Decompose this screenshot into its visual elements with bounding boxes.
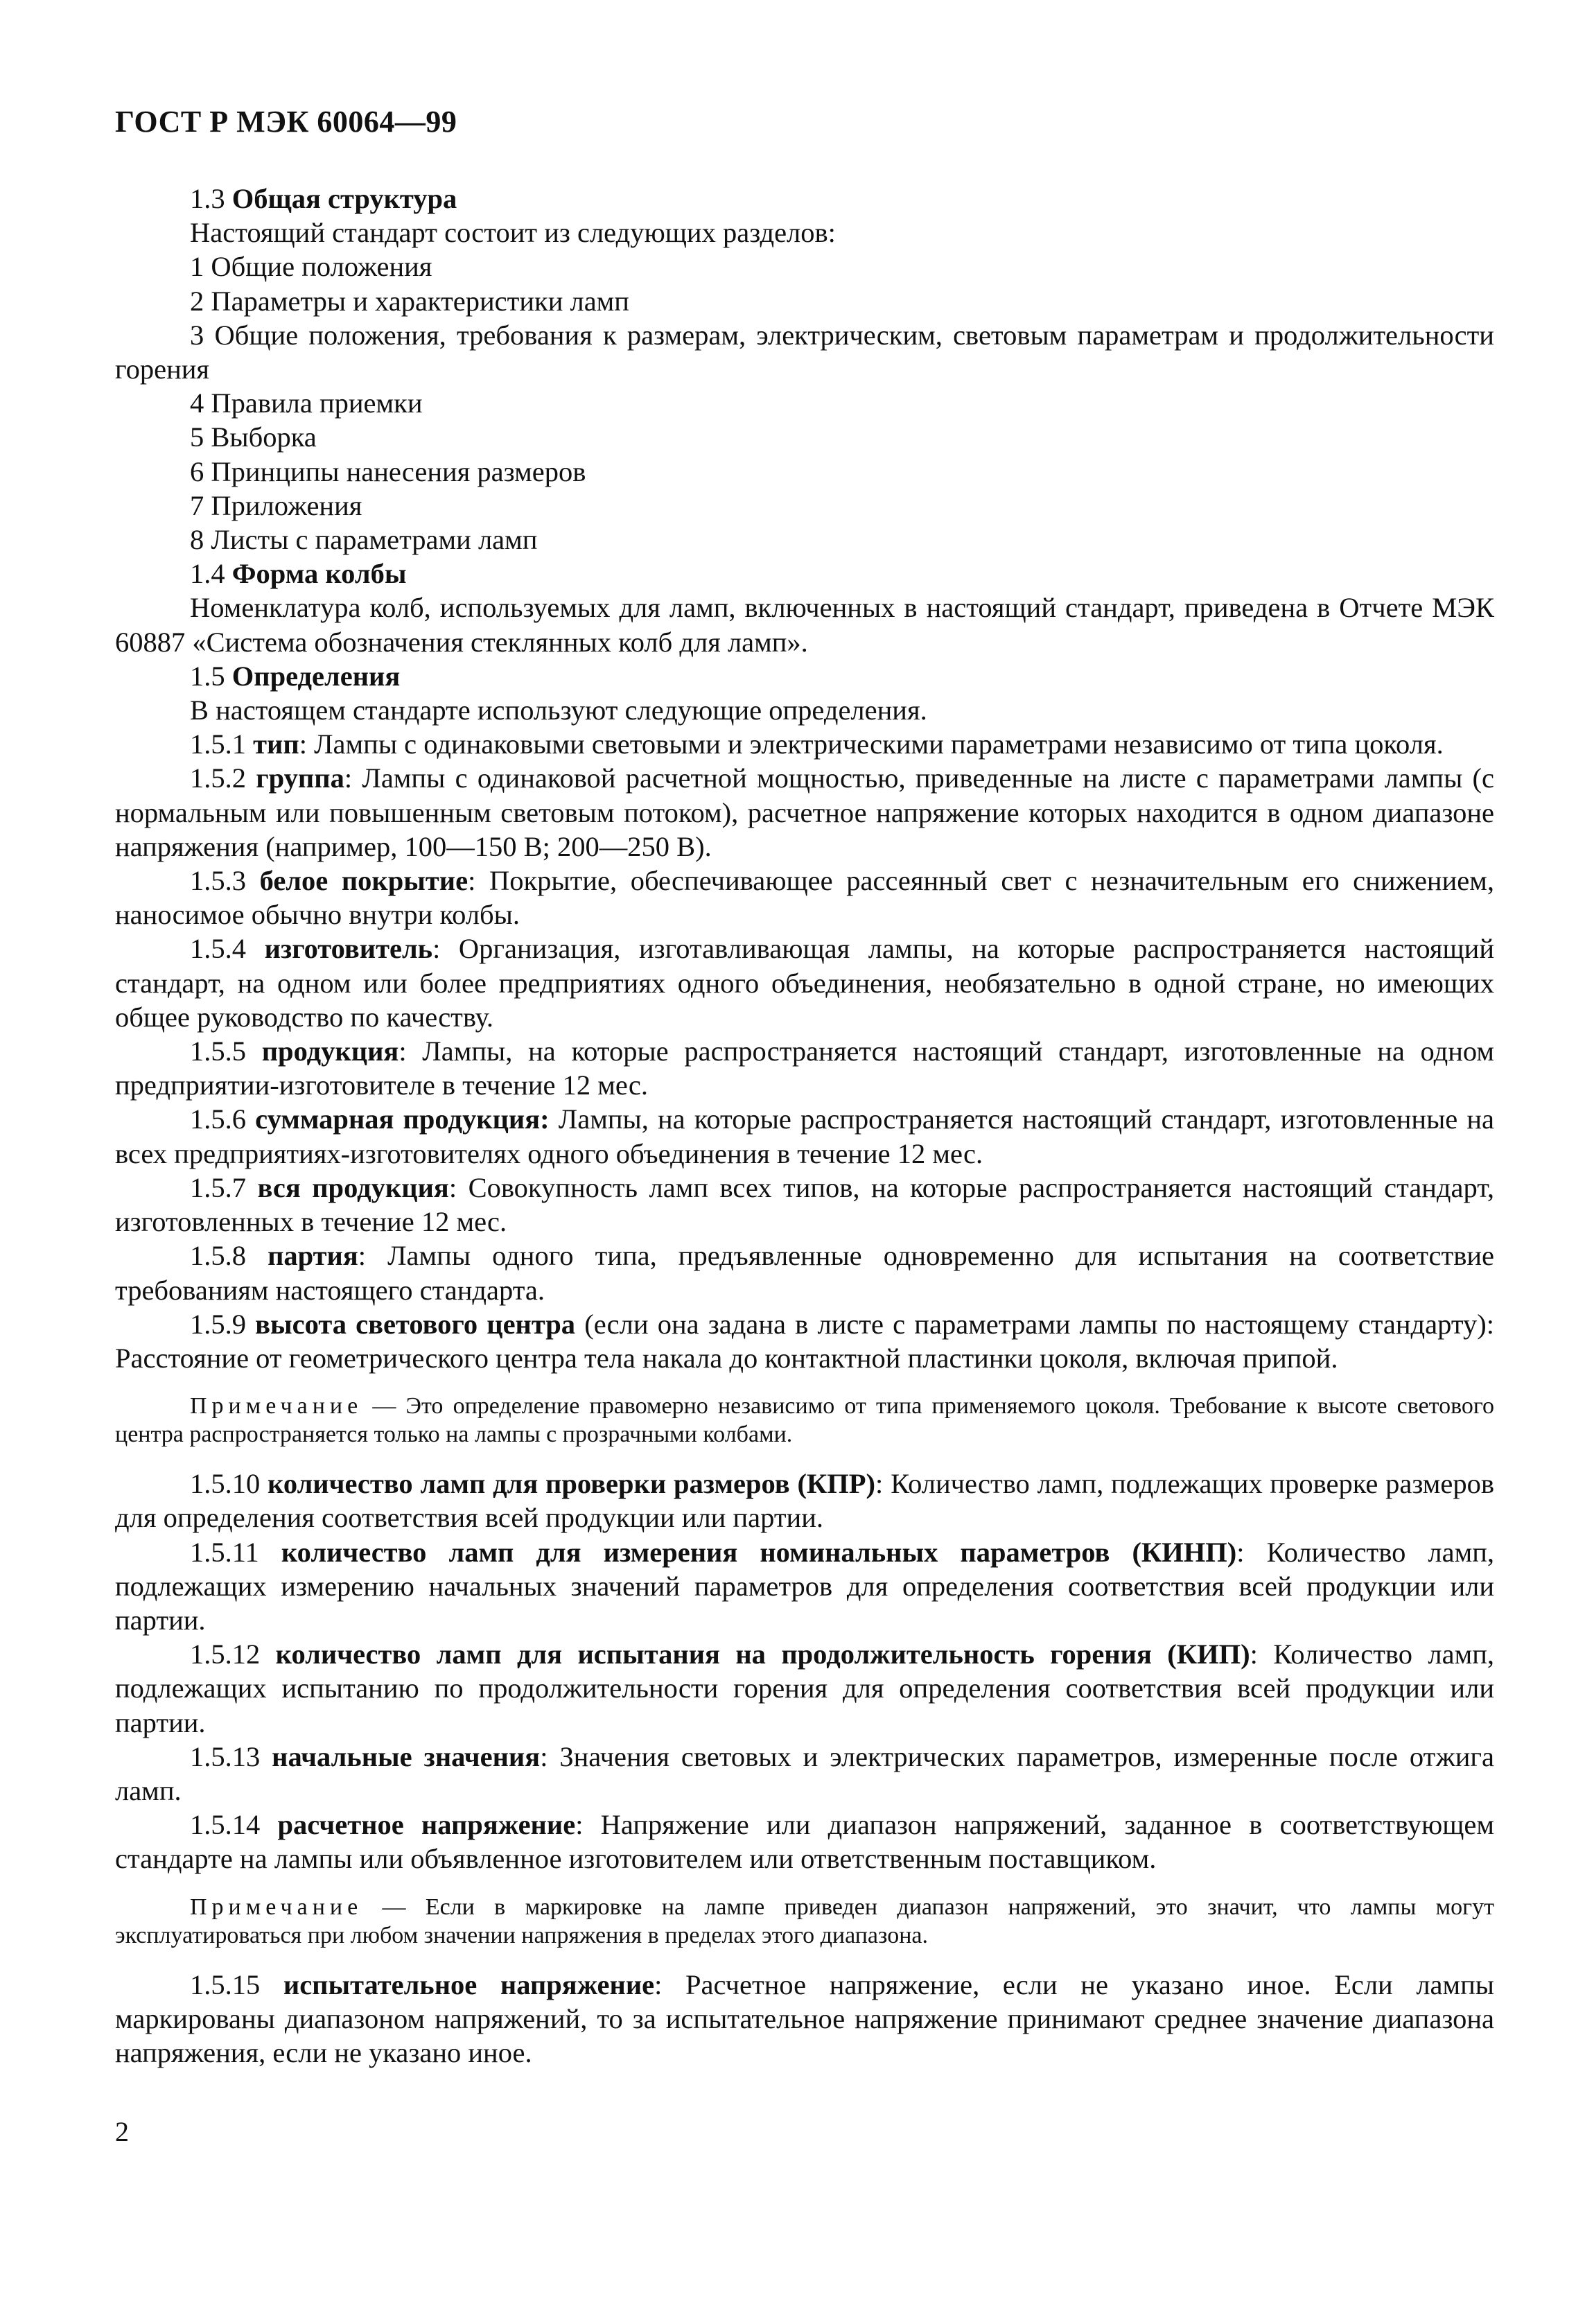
- note: Примечание — Это определение правомерно независимо от типа применяемого цоколя. Требование к высоте светового центра распространяется только на лампы с прозрачными колбами.: [115, 1393, 1494, 1448]
- definition: 1.5.1 тип: Лампы с одинаковыми световыми и электрическими параметрами независимо от типа цоколя.: [190, 728, 1444, 760]
- definition: 1.5.3 белое покрытие: Покрытие, обеспечивающее рассеянный свет с незначительным его снижением, наносимое обычно внутри колбы.: [115, 865, 1494, 931]
- definition: 1.5.10 количество ламп для проверки размеров (КПР): Количество ламп, подлежащих проверке размеров для определения соответствия всей продукции или партии.: [115, 1468, 1495, 1534]
- paragraph: Настоящий стандарт состоит из следующих разделов:: [190, 217, 836, 249]
- definition: 1.5.2 группа: Лампы с одинаковой расчетной мощностью, приведенные на листе с параметрами лампы (с нормальным или повышенным световым потоком), расчетное напряжение которых находится в одном диапазоне напряжения (например, 100—150 В; 200—250 В).: [115, 762, 1495, 862]
- definition: 1.5.14 расчетное напряжение: Напряжение или диапазон напряжений, заданное в соответствующем стандарте на лампы или объявленное изготовителем или ответственным поставщиком.: [115, 1809, 1495, 1875]
- definition: 1.5.12 количество ламп для испытания на продолжительность горения (КИП): Количество ламп, подлежащих испытанию по продолжительности горения для определения соответствия всей продукции или партии.: [115, 1639, 1495, 1738]
- definition: 1.5.4 изготовитель: Организация, изготавливающая лампы, на которые распространяется настоящий стандарт, на одном или более предприятиях одного объединения, необязательно в одной стране, но имеющих общее руководство по качеству.: [115, 933, 1495, 1033]
- document-body: [115, 182, 1494, 2070]
- definition: 1.5.7 вся продукция: Совокупность ламп всех типов, на которые распространяется настоящий стандарт, изготовленных в течение 12 мес.: [115, 1171, 1494, 1238]
- definition: 1.5.15 испытательное напряжение: Расчетное напряжение, если не указано иное. Если лампы маркированы диапазоном напряжений, то за испытательное напряжение принимают среднее значение диапазона напряжения, если не указано иное.: [115, 1968, 1495, 2068]
- section-heading: 1.3 Общая структура: [190, 183, 457, 214]
- document-header: ГОСТ Р МЭК 60064—99: [115, 105, 457, 139]
- definition: 1.5.5 продукция: Лампы, на которые распространяется настоящий стандарт, изготовленные на одном предприятии-изготовителе в течение 12 мес.: [115, 1036, 1494, 1101]
- definition: 1.5.9 высота светового центра (если она задана в листе с параметрами лампы по настоящему стандарту): Расстояние от геометрического центра тела накала до контактной пластинки цоколя, включая припой.: [115, 1308, 1494, 1374]
- list-item: 8 Листы с параметрами ламп: [190, 524, 538, 556]
- definition: 1.5.6 суммарная продукция: Лампы, на которые распространяется настоящий стандарт, изготовленные на всех предприятиях-изготовителях одного объединения в течение 12 мес.: [115, 1103, 1495, 1169]
- list-item: 2 Параметры и характеристики ламп: [190, 285, 629, 317]
- paragraph: В настоящем стандарте используют следующие определения.: [190, 694, 927, 726]
- list-item: 4 Правила приемки: [190, 387, 423, 419]
- list-item: 7 Приложения: [190, 489, 362, 521]
- list-item: 5 Выборка: [190, 421, 317, 453]
- definition: 1.5.11 количество ламп для измерения номинальных параметров (КИНП): Количество ламп, подлежащих измерению начальных значений параметров для определения соответствия всей продукции или партии.: [115, 1536, 1495, 1636]
- page-number: 2: [115, 2116, 129, 2147]
- definition: 1.5.13 начальные значения: Значения световых и электрических параметров, измеренные после отжига ламп.: [115, 1740, 1494, 1806]
- list-item: 3 Общие положения, требования к размерам, электрическим, световым параметрам и продолжительности горения: [115, 319, 1494, 385]
- list-item: 6 Принципы нанесения размеров: [190, 455, 586, 487]
- paragraph: Номенклатура колб, используемых для ламп, включенных в настоящий стандарт, приведена в Отчете МЭК 60887 «Система обозначения стеклянных колб для ламп».: [115, 592, 1494, 658]
- definition: 1.5.8 партия: Лампы одного типа, предъявленные одновременно для испытания на соответствие требованиям настоящего стандарта.: [115, 1240, 1495, 1306]
- section-heading: 1.5 Определения: [190, 660, 401, 692]
- list-item: 1 Общие положения: [190, 251, 432, 283]
- section-heading: 1.4 Форма колбы: [190, 558, 407, 590]
- note: Примечание — Если в маркировке на лампе приведен диапазон напряжений, это значит, что лампы могут эксплуатироваться при любом значении напряжения в пределах этого диапазона.: [115, 1894, 1494, 1948]
